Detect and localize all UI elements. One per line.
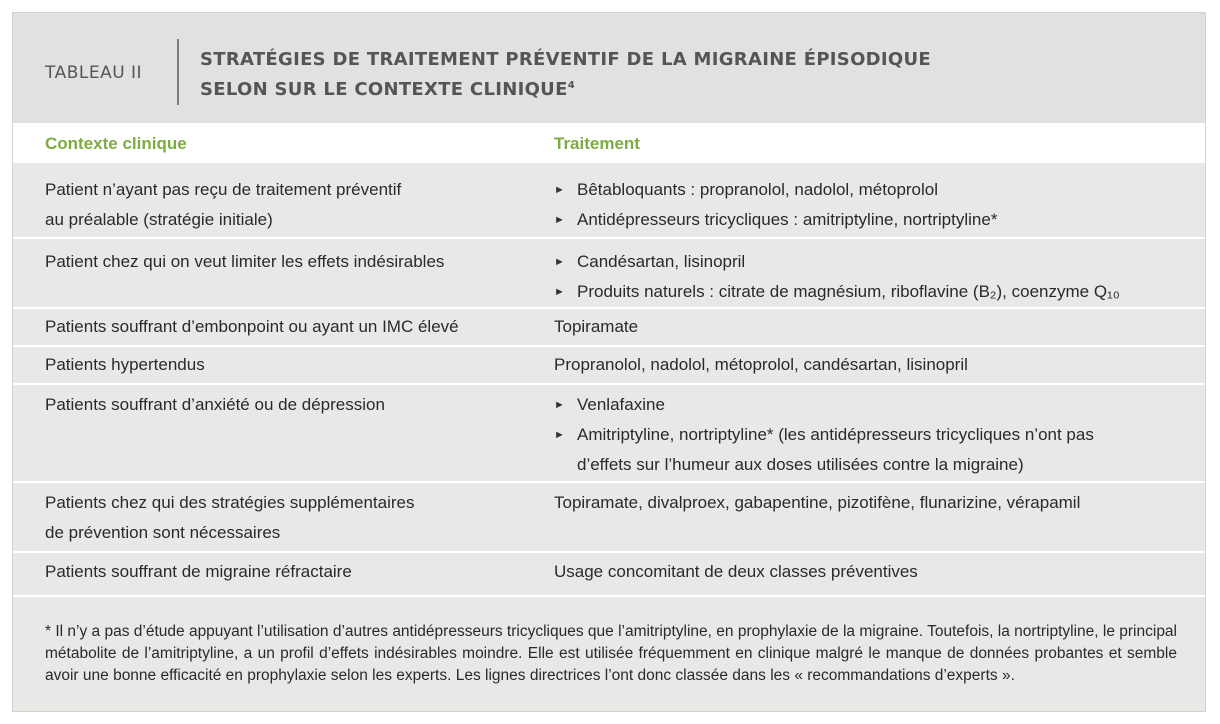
treatment-bullet xyxy=(554,175,1174,205)
context-cell xyxy=(45,488,525,548)
context-cell xyxy=(45,390,525,420)
context-cell xyxy=(45,557,525,587)
bullet-arrow-icon: ► xyxy=(554,256,565,268)
treatment-cell xyxy=(554,175,1174,235)
table-body xyxy=(13,163,1205,593)
treatment-text: Venlafaxine xyxy=(577,395,665,414)
treatment-text: Candésartan, lisinopril xyxy=(577,252,746,271)
context-cell xyxy=(45,312,525,342)
bullet-arrow-icon: ► xyxy=(554,429,565,441)
title-reference: 4 xyxy=(567,80,575,91)
table-number-label: TABLEAU II xyxy=(45,63,143,83)
treatment-text: Propranolol, nadolol, métoprolol, candésartan, lisinopril xyxy=(554,355,968,374)
treatment-cell xyxy=(554,488,1174,518)
context-text: Patients hypertendus xyxy=(45,355,205,374)
treatment-cell xyxy=(554,247,1174,307)
context-text: Patients chez qui des stratégies supplémentaires xyxy=(45,493,415,512)
table-footnote xyxy=(13,595,1205,711)
table-row xyxy=(13,163,1205,237)
column-header-context: Contexte clinique xyxy=(45,134,187,153)
treatment-text: Topiramate xyxy=(554,317,639,336)
footnote-text: * Il n’y a pas d’étude appuyant l’utilisation d’autres antidépresseurs tricycliques que l’amitriptyline, en prophylaxie de la migraine. Toutefois, la nortriptyline, le principal métabolite de l’amitriptyline, a un profil d’effets indésirables moindre. Elle est utilisée fréquemment en clinique malgré le manque de données probantes et semble avoir une bonne efficacité en prophylaxie selon les experts. Les lignes directrices l’ont donc classée dans les « recommandations d’experts ». xyxy=(45,623,1177,684)
context-cell xyxy=(45,175,525,235)
treatment-text: Topiramate, divalproex, gabapentine, pizotifène, flunarizine, vérapamil xyxy=(554,493,1081,512)
table-row xyxy=(13,345,1205,383)
table-title-line2: SELON SUR LE CONTEXTE CLINIQUE xyxy=(200,79,568,100)
context-cell xyxy=(45,350,525,380)
context-cell xyxy=(45,247,525,277)
context-text: Patients souffrant d’anxiété ou de dépression xyxy=(45,395,385,414)
column-header-row xyxy=(13,125,1205,163)
table-row xyxy=(13,551,1205,593)
treatment-text: Usage concomitant de deux classes préventives xyxy=(554,562,918,581)
context-text: Patients souffrant de migraine réfractaire xyxy=(45,562,352,581)
treatment-text: Amitriptyline, nortriptyline* (les antidépresseurs tricycliques n’ont pas xyxy=(577,425,1094,444)
column-header-treatment: Traitement xyxy=(554,134,640,153)
treatment-text: Produits naturels : citrate de magnésium, riboflavine (B₂), coenzyme Q₁₀ xyxy=(577,282,1120,301)
treatment-text: d’effets sur l’humeur aux doses utilisées contre la migraine) xyxy=(577,455,1024,474)
context-text: Patient n’ayant pas reçu de traitement préventif xyxy=(45,180,402,199)
context-text: Patients souffrant d’embonpoint ou ayant un IMC élevé xyxy=(45,317,459,336)
context-text: de prévention sont nécessaires xyxy=(45,523,281,542)
table-frame xyxy=(12,12,1206,712)
table-title-line1: STRATÉGIES DE TRAITEMENT PRÉVENTIF DE LA MIGRAINE ÉPISODIQUE xyxy=(200,49,932,70)
treatment-bullet xyxy=(554,247,1174,277)
treatment-cell xyxy=(554,350,1174,380)
table-row xyxy=(13,237,1205,307)
treatment-text: Antidépresseurs tricycliques : amitriptyline, nortriptyline* xyxy=(577,210,998,229)
table-row xyxy=(13,383,1205,481)
bullet-arrow-icon: ► xyxy=(554,399,565,411)
treatment-bullet xyxy=(554,420,1174,450)
bullet-arrow-icon: ► xyxy=(554,184,565,196)
table-title xyxy=(200,47,931,103)
treatment-bullet xyxy=(554,390,1174,420)
treatment-bullet-continuation xyxy=(554,450,1174,480)
treatment-text: Bêtabloquants : propranolol, nadolol, métoprolol xyxy=(577,180,939,199)
table-header xyxy=(13,13,1205,125)
treatment-cell xyxy=(554,312,1174,342)
context-text: Patient chez qui on veut limiter les effets indésirables xyxy=(45,252,445,271)
bullet-arrow-icon: ► xyxy=(554,286,565,298)
bullet-arrow-icon: ► xyxy=(554,214,565,226)
treatment-cell xyxy=(554,390,1174,480)
table-title-line2-wrap xyxy=(200,73,931,103)
table-row xyxy=(13,307,1205,345)
treatment-bullet xyxy=(554,277,1174,307)
table-row xyxy=(13,481,1205,551)
context-text: au préalable (stratégie initiale) xyxy=(45,210,273,229)
treatment-bullet xyxy=(554,205,1174,235)
treatment-cell xyxy=(554,557,1174,587)
header-divider xyxy=(177,39,179,105)
